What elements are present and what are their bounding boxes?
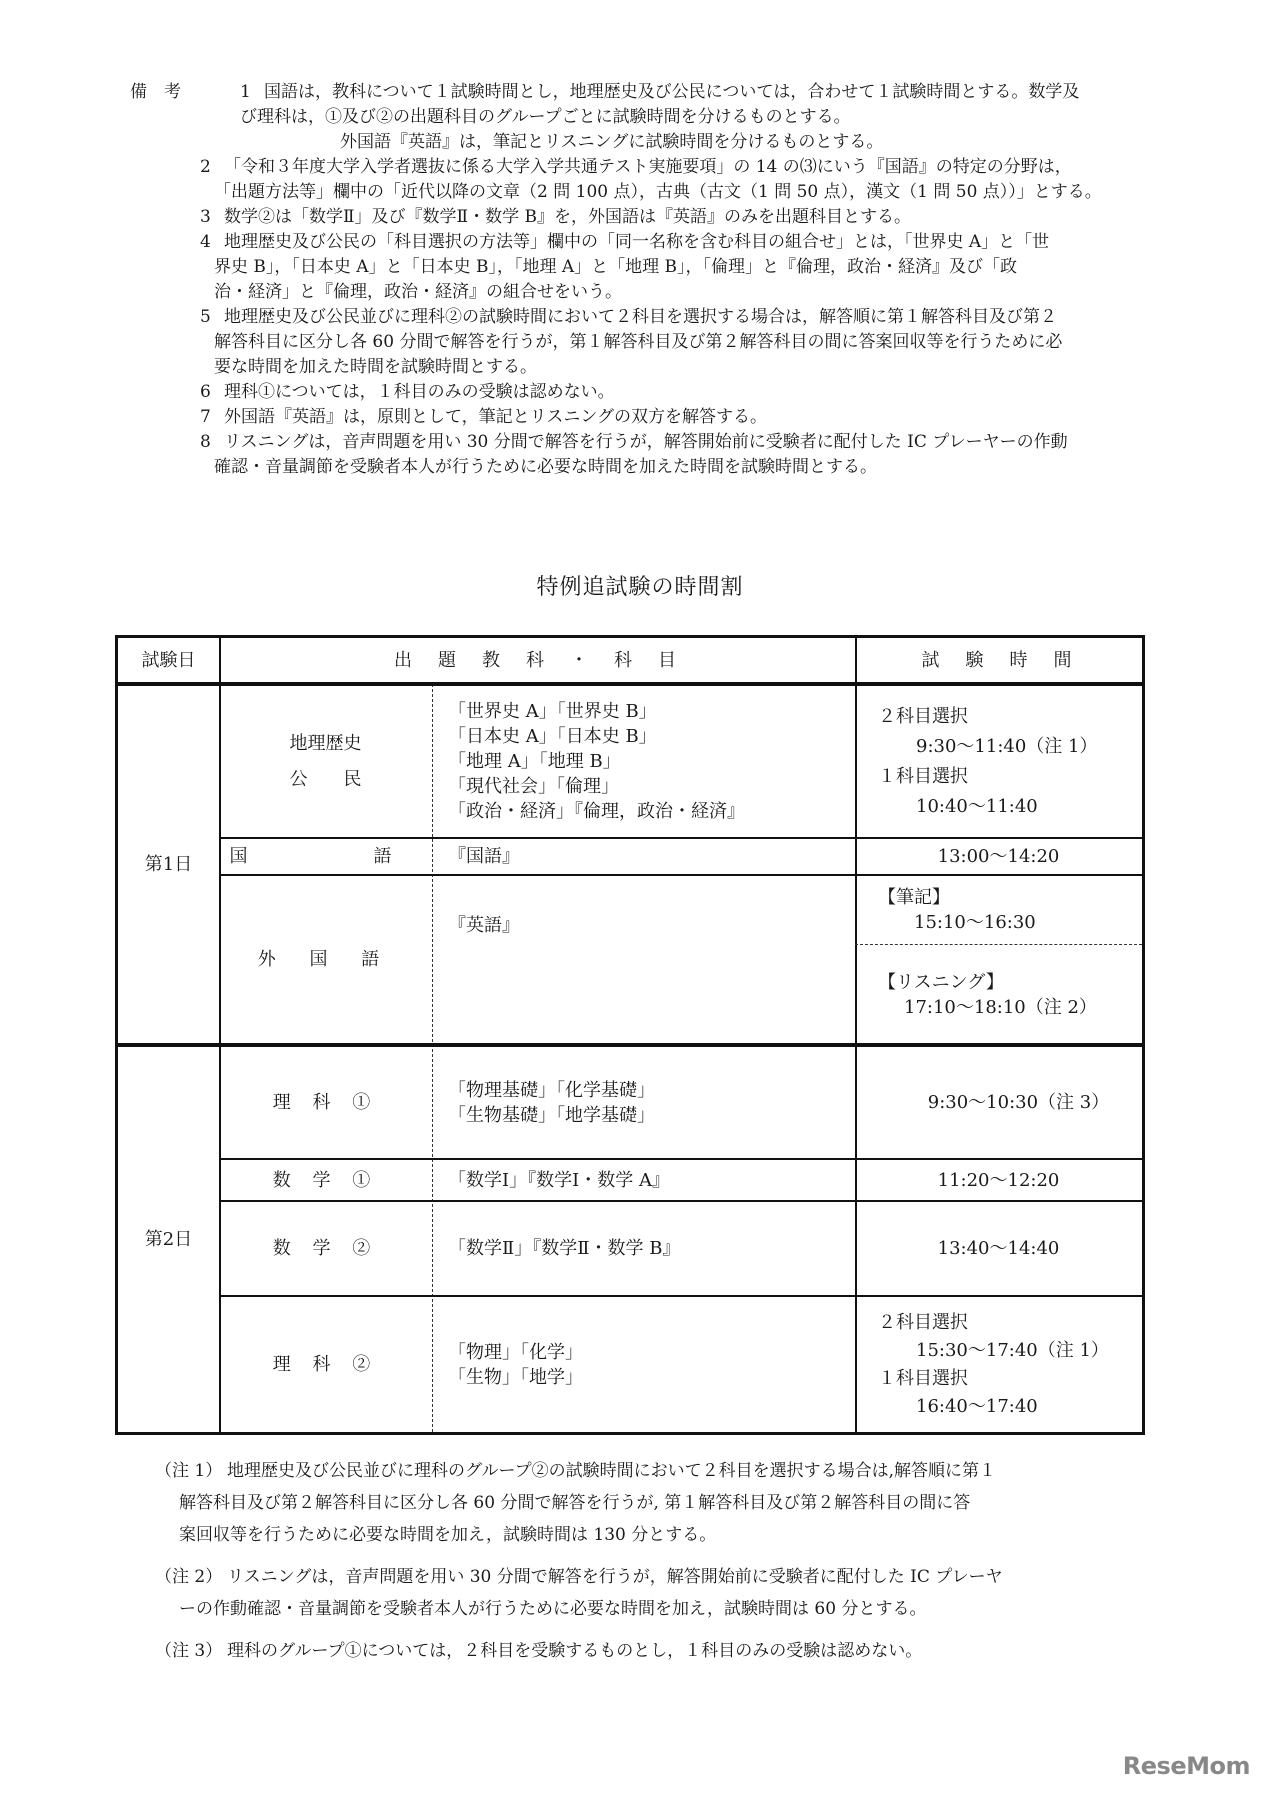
time-geo-civics: ２科目選択 9:30～11:40（注 1） １科目選択 10:40～11:40	[878, 705, 1098, 817]
time-written: 【筆記】 15:10～16:30	[878, 887, 1036, 933]
day2-label: 第2日	[144, 1229, 193, 1250]
time-listening: 【リスニング】 17:10～18:10（注 2）	[878, 971, 1097, 1018]
footnote-3: （注 3） 理科のグループ①については，２科目を受験するものとし，１科目のみの受験は認めない。	[155, 1641, 923, 1661]
remark-8: 8 リスニングは，音声問題を用い 30 分間で解答を行うが，解答開始前に受験者に配付した IC プレーヤーの作動	[200, 432, 1068, 452]
header-subject: 出 題 教 科 ・ 科 目	[394, 649, 680, 671]
subjects-math-2: 「数学Ⅱ」『数学Ⅱ・数学 B』	[448, 1238, 681, 1259]
time-math-2: 13:40～14:40	[937, 1238, 1060, 1259]
remark-3: 3 数学②は「数学Ⅱ」及び『数学Ⅱ・数学 B』を，外国語は『英語』のみを出題科目とする。	[200, 207, 912, 227]
group-foreign-language: 外 国 語	[257, 949, 394, 970]
subjects-science-1: 「物理基礎」「化学基礎」 「生物基礎」「地学基礎」	[448, 1079, 655, 1126]
divider-dashed	[432, 684, 433, 1432]
resemom-logo: ReseMom	[1122, 1752, 1250, 1780]
divider-dashed	[855, 944, 1142, 945]
time-science-1: 9:30～10:30（注 3）	[927, 1092, 1110, 1113]
footnote-1: （注 1） 地理歴史及び公民並びに理科のグループ②の試験時間において２科目を選択する場合は,解答順に第１ 解答科目及び第２解答科目に区分し各 60 分間で解答を行うが, 第１解答科目及び第２解答科目の間に答 案回収等を行うために必要な時間を加え，試験時間は 130 分とする。	[155, 1461, 997, 1545]
time-japanese: 13:00～14:20	[937, 846, 1060, 867]
group-geo-civics: 地理歴史 公 民	[289, 732, 362, 790]
subjects-geo-civics: 「世界史 A」「世界史 B」 「日本史 A」「日本史 B」 「地理 A」「地理 B」 「現代社会」「倫理」 「政治・経済」『倫理，政治・経済』	[448, 701, 745, 822]
subjects-japanese: 『国語』	[448, 846, 520, 867]
remark-5: 5 地理歴史及び公民並びに理科②の試験時間において２科目を選択する場合は，解答順に第１解答科目及び第２	[200, 307, 1057, 327]
schedule-table	[115, 635, 1145, 1435]
subjects-science-2: 「物理」「化学」 「生物」「地学」	[448, 1341, 583, 1388]
remark-1: 備 考 1 国語は，教科について１試験時間とし，地理歴史及び公民については，合わせて１試験時間とする。数学及	[130, 80, 1140, 105]
divider	[855, 638, 857, 1432]
subjects-math-1: 「数学Ⅰ」『数学Ⅰ・数学 A』	[448, 1169, 670, 1191]
header-day: 試験日	[141, 649, 196, 671]
day1-label: 第1日	[144, 854, 193, 875]
remarks-section: 備 考 1 国語は，教科について１試験時間とし，地理歴史及び公民については，合わせて１試験時間とする。数学及 び理科は，①及び②の出題科目のグループごとに試験時間を分けるものとする。 外国語『英語』は，筆記とリスニングに試験時間を分けるものとする。 2 「令和３年度大学入学者選抜に係る大学入学共通テスト実施要項」の 14 の⑶にいう『国語』の特定の分野は， 「出題方法等」欄中の「近代以降の文章（2 問 100 点），古典（古文（1 問 50 点），漢文（1 問 50 点））」とする。 3 数学②は「数学Ⅱ」及び『数学Ⅱ・数学 B』を，外国語は『英語』のみを出題科目とする。 4 地理歴史及び公民の「科目選択の方法等」欄中の「同一名称を含む科目の組合せ」とは，「世界史 A」と「世 界史 B」，「日本史 A」と「日本史 B」，「地理 A」と「地理 B」，「倫理」と『倫理，政治・経済』及び「政 治・経済」と『倫理，政治・経済』の組合せをいう。 5 地理歴史及び公民並びに理科②の試験時間において２科目を選択する場合は，解答順に第１解答科目及び第２ 解答科目に区分し各 60 分間で解答を行うが，第１解答科目及び第２解答科目の間に答案回収等を行うために必 要な時間を加えた時間を試験時間とする。 6 理科①については，１科目のみの受験は認めない。 7 外国語『英語』は，原則として，筆記とリスニングの双方を解答する。 8 リスニングは，音声問題を用い 30 分間で解答を行うが，解答開始前に受験者に配付した IC プレーヤーの作動 確認・音量調節を受験者本人が行うために必要な時間を加えた時間を試験時間とする。	[130, 80, 1140, 480]
remark-6: 6 理科①については，１科目のみの受験は認めない。	[200, 382, 615, 402]
time-math-1: 11:20～12:20	[937, 1169, 1060, 1191]
remark-4: 4 地理歴史及び公民の「科目選択の方法等」欄中の「同一名称を含む科目の組合せ」とは，「世界史 A」と「世	[200, 232, 1050, 252]
footnote-2: （注 2） リスニングは，音声問題を用い 30 分間で解答を行うが，解答開始前に受験者に配付した IC プレーヤ ーの作動確認・音量調節を受験者本人が行うために必要な時間を加え，試験時間は 60 分とする。	[155, 1567, 1003, 1619]
header-time: 試 験 時 間	[921, 649, 1076, 671]
remark-2: 2 「令和３年度大学入学者選抜に係る大学入学共通テスト実施要項」の 14 の⑶にいう『国語』の特定の分野は，	[200, 157, 1072, 177]
group-japanese: 国 語	[229, 846, 422, 867]
group-math-2: 数 学 ②	[272, 1238, 379, 1259]
group-science-1: 理 科 ①	[272, 1092, 379, 1113]
group-math-1: 数 学 ①	[272, 1169, 379, 1191]
group-science-2: 理 科 ②	[272, 1354, 379, 1375]
schedule-title: 特例追試験の時間割	[536, 575, 744, 600]
remarks-heading: 備 考	[130, 82, 181, 102]
remark-7: 7 外国語『英語』は，原則として，筆記とリスニングの双方を解答する。	[200, 407, 767, 427]
time-science-2: ２科目選択 15:30～17:40（注 1） １科目選択 16:40～17:40	[878, 1311, 1109, 1417]
footnotes-section	[155, 1455, 1145, 1677]
subjects-foreign-language: 『英語』	[448, 915, 520, 936]
